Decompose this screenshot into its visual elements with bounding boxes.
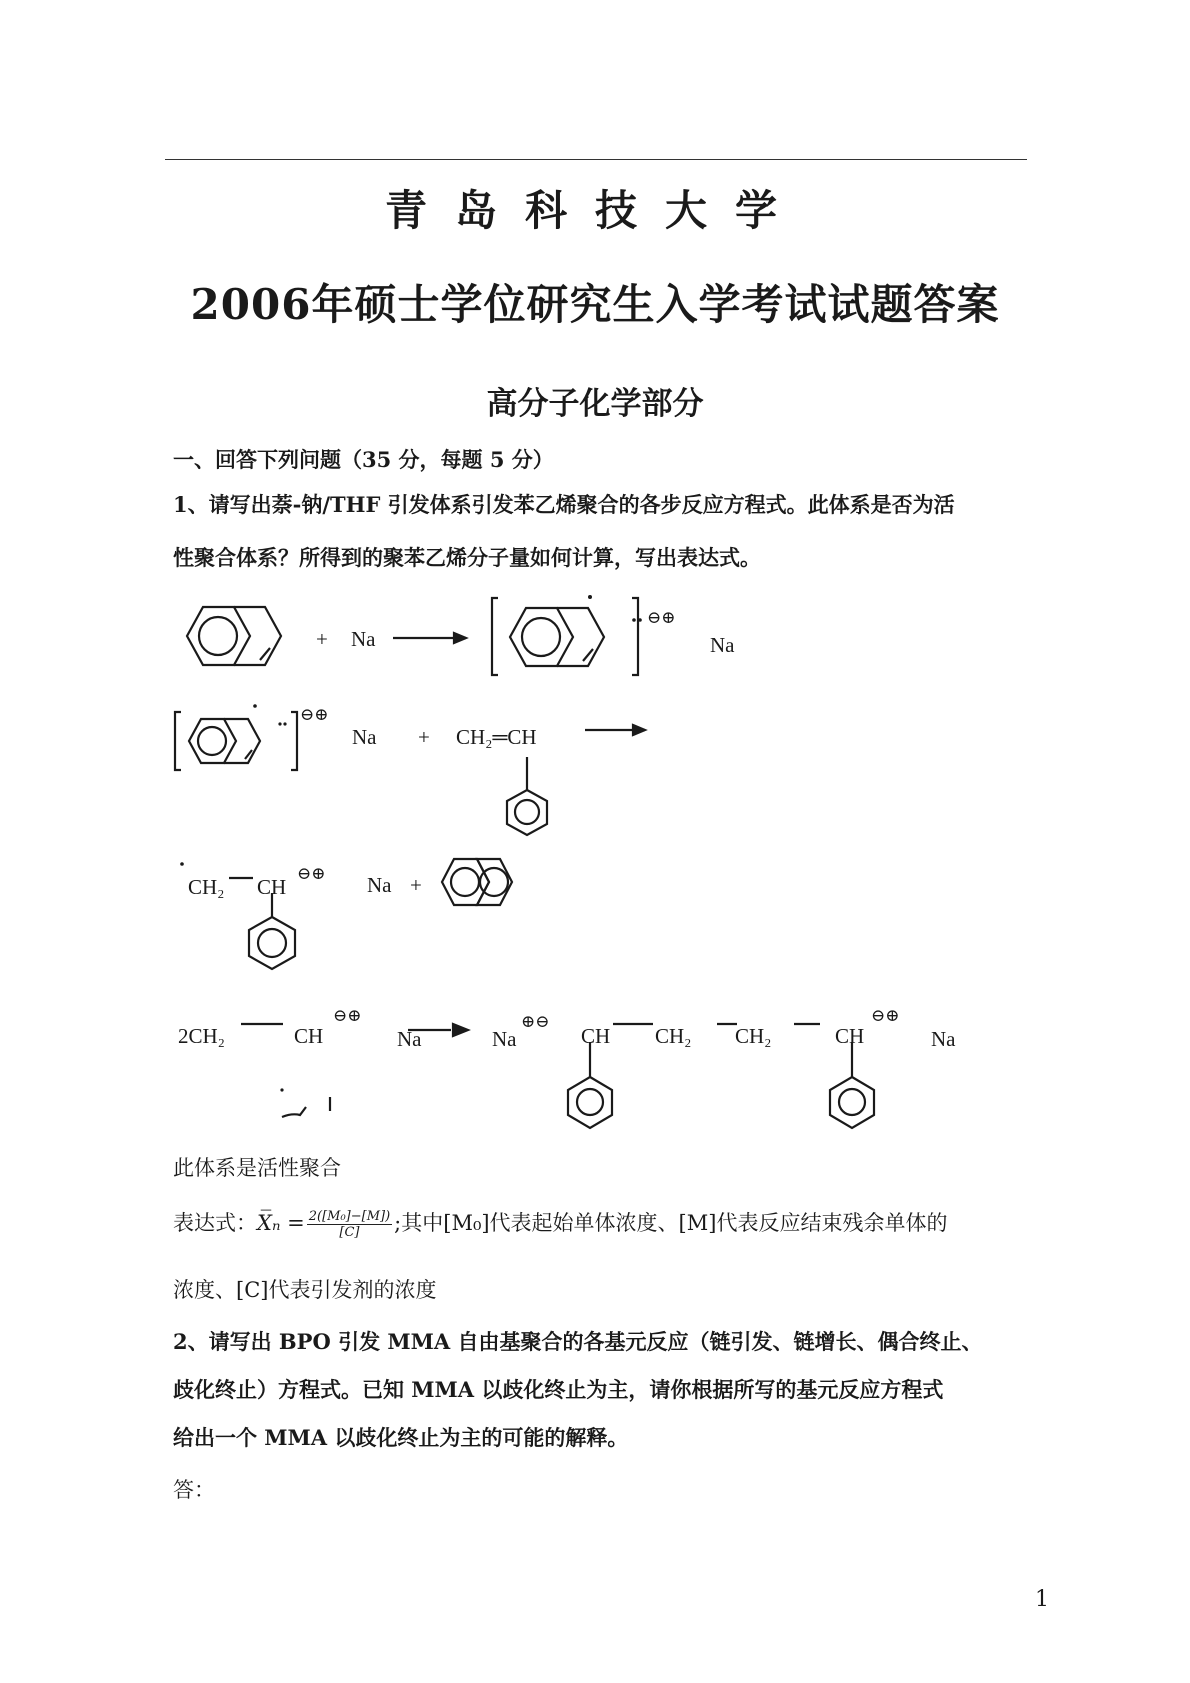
part1-heading: 一、回答下列问题（35 分，每题 5 分） [173, 447, 554, 472]
expression-numerator: 2([M₀]−[M]) [308, 1209, 391, 1224]
expression-explanation-cont: 浓度、[C]代表引发剂的浓度 [173, 1278, 437, 1302]
expression-fraction [307, 1209, 392, 1240]
sodium-label-6: Na [492, 1027, 517, 1051]
styrene-phenyl [507, 790, 547, 835]
naphthalene-radical-anion-1 [492, 598, 638, 675]
expression-lhs: X̅ₙ = [257, 1211, 305, 1235]
school-name: 青岛科技大学 [384, 186, 805, 235]
molecular-weight-expression [173, 1208, 1033, 1240]
question-2-line-1: 2、请写出 BPO 引发 MMA 自由基聚合的各基元反应（链引发、链增长、偶合终止、 [173, 1329, 983, 1354]
expression-prefix: 表达式： [173, 1211, 257, 1235]
expression-denominator: [C] [339, 1225, 360, 1240]
charge-label-5: ⊕⊖ [521, 1012, 550, 1031]
naphthalene-structure-1 [187, 607, 281, 665]
charge-label-4: ⊖⊕ [333, 1006, 362, 1025]
phenyl-ring-dimer-right [830, 1077, 874, 1128]
charge-label-2: ⊖⊕ [300, 705, 329, 724]
question-2-line-2: 歧化终止）方程式。已知 MMA 以歧化终止为主，请你根据所写的基元反应方程式 [173, 1377, 944, 1402]
question-2-line-3: 给出一个 MMA 以歧化终止为主的可能的解释。 [173, 1425, 629, 1450]
charge-label-1: ⊖⊕ [647, 608, 676, 627]
sodium-label-4: Na [367, 873, 392, 897]
styrene-formula: CH₂═CH [456, 725, 537, 749]
ch-label-dimer-1: CH [581, 1024, 611, 1048]
page-number: 1 [1035, 1587, 1049, 1612]
living-polymerization-conclusion: 此体系是活性聚合 [173, 1156, 341, 1180]
sodium-label-5: Na [397, 1027, 422, 1051]
ch2-label-dimer-1: CH₂ [655, 1024, 692, 1048]
exam-title: 2006年硕士学位研究生入学考试试题答案 [190, 280, 1000, 329]
plus-sign-3: + [410, 873, 422, 897]
question-1-line-2: 性聚合体系？所得到的聚苯乙烯分子量如何计算，写出表达式。 [173, 545, 761, 570]
ch-label-row3: CH [257, 875, 287, 899]
plus-sign-1: + [316, 627, 328, 651]
dimer-left-formula: 2CH₂ [178, 1024, 225, 1048]
charge-label-6: ⊖⊕ [871, 1006, 900, 1025]
phenyl-ring-dimer-left [568, 1077, 612, 1128]
sodium-label-1: Na [351, 627, 376, 651]
ch-label-row4: CH [294, 1024, 324, 1048]
charge-label-3: ⊖⊕ [297, 864, 326, 883]
ch-label-dimer-2: CH [835, 1024, 865, 1048]
naphthalene-radical-anion-2 [175, 712, 297, 770]
sodium-label-3: Na [352, 725, 377, 749]
sodium-label-2: Na [710, 633, 735, 657]
phenyl-ring-row3 [249, 917, 295, 969]
question-1-line-1: 1、请写出萘-钠/THF 引发体系引发苯乙烯聚合的各步反应方程式。此体系是否为活 [173, 492, 955, 517]
plus-sign-2: + [418, 725, 430, 749]
section-title: 高分子化学部分 [486, 386, 704, 422]
ch2-label-dimer-2: CH₂ [735, 1024, 772, 1048]
sodium-label-7: Na [931, 1027, 956, 1051]
naphthalene-structure-2 [442, 859, 512, 905]
expression-explanation: ;其中[M₀]代表起始单体浓度、[M]代表反应结束残余单体的 [394, 1211, 948, 1235]
answer-label: 答： [173, 1478, 215, 1502]
ch2-label-row3: CH₂ [188, 875, 225, 899]
